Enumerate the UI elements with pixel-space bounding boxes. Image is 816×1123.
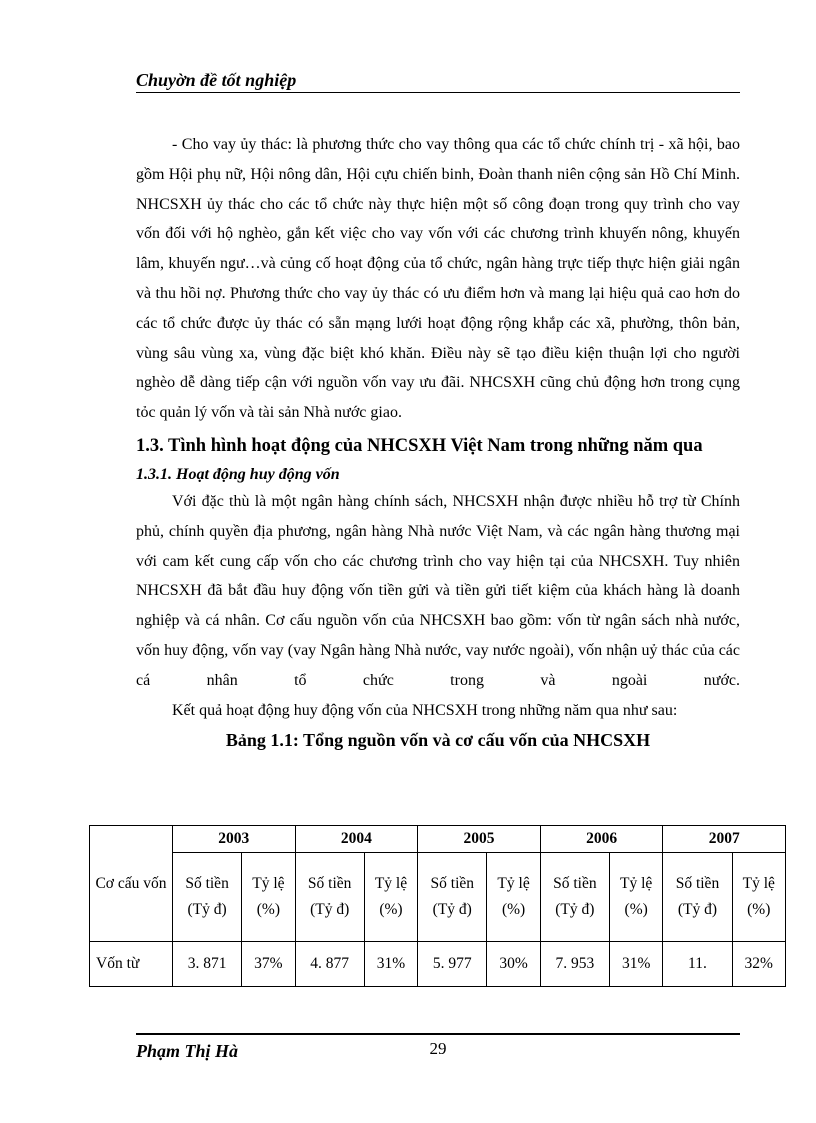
table-cell: 37% [242, 942, 295, 987]
table-cell: 30% [487, 942, 540, 987]
ratio-header: Tỷ lệ (%) [487, 853, 540, 942]
table-cell: 32% [732, 942, 785, 987]
paragraph-huy-dong [136, 487, 740, 725]
page-body [136, 130, 740, 753]
amount-header: Số tiền (Tỷ đ) [540, 853, 609, 942]
table-cell: 4. 877 [295, 942, 364, 987]
year-header: 2004 [295, 826, 418, 853]
ratio-header: Tỷ lệ (%) [364, 853, 417, 942]
row-header-cell: Cơ cấu vốn [90, 826, 173, 942]
amount-header: Số tiền (Tỷ đ) [663, 853, 732, 942]
paragraph-intro-table: Kết quả hoạt động huy động vốn của NHCSXH trong những năm qua như sau: [172, 701, 678, 719]
table-cell: 7. 953 [540, 942, 609, 987]
year-header: 2003 [173, 826, 296, 853]
page-header [136, 68, 740, 93]
paragraph-uy-thac [136, 130, 740, 428]
paragraph-text: Với đặc thù là một ngân hàng chính sách, NHCSXH nhận được nhiều hỗ trợ từ Chính phủ, chính quyền địa phương, ngân hàng Nhà nước Việt Nam, và các ngân hàng thương mại với cam kết cung cấp vốn cho các chương trình cho vay hiện tại của NHCSXH. Tuy nhiên NHCSXH đã bắt đầu huy động vốn tiền gửi và tiền gửi tiết kiệm của khách hàng là doanh nghiệp và cá nhân. Cơ cấu nguồn vốn của NHCSXH bao gồm: vốn từ ngân sách nhà nước, vốn huy động, vốn vay (vay Ngân hàng Nhà nước, vay nước ngoài), vốn nhận uỷ thác của các cá nhân tổ chức trong và ngoài nước. [136, 492, 740, 689]
table-header-row [90, 826, 786, 853]
ratio-header: Tỷ lệ (%) [609, 853, 662, 942]
table-cell: 5. 977 [418, 942, 487, 987]
year-header: 2006 [540, 826, 663, 853]
year-header: 2007 [663, 826, 786, 853]
row-label: Vốn từ [90, 942, 173, 987]
table-cell: 11. [663, 942, 732, 987]
header-title: Chuyờn đề tốt nghiệp [136, 70, 297, 90]
table-row [90, 942, 786, 987]
amount-header: Số tiền (Tỷ đ) [173, 853, 242, 942]
page-number: 29 [429, 1039, 447, 1058]
page-footer [136, 1033, 740, 1061]
ratio-header: Tỷ lệ (%) [732, 853, 785, 942]
year-header: 2005 [418, 826, 541, 853]
paragraph-text: - Cho vay ủy thác: là phương thức cho vay thông qua các tổ chức chính trị - xã hội, bao gồm Hội phụ nữ, Hội nông dân, Hội cựu chiến binh, Đoàn thanh niên cộng sản Hồ Chí Minh. NHCSXH ủy thác cho các tổ chức này thực hiện một số công đoạn trong quy trình cho vay vốn đối với hộ nghèo, gắn kết việc cho vay vốn với các chương trình khuyến nông, khuyến lâm, khuyến ngư…và củng cố hoạt động của tổ chức, ngân hàng trực tiếp thực hiện giải ngân và thu hồi nợ. Phương thức cho vay ủy thác có ưu điểm hơn và mang lại hiệu quả cao hơn do các tổ chức được ủy thác có sẵn mạng lưới hoạt động rộng khắp các xã, phường, thôn bản, vùng sâu vùng xa, vùng đặc biệt khó khăn. Điều này sẽ tạo điều kiện thuận lợi cho người nghèo dễ dàng tiếp cận với nguồn vốn vay ưu đãi. NHCSXH cũng chủ động hơn trong cụng tỏc quản lý vốn và tài sản Nhà nước giao. [136, 136, 740, 422]
table-cell: 31% [609, 942, 662, 987]
capital-structure-table [89, 825, 786, 987]
table-cell: 3. 871 [173, 942, 242, 987]
table-caption: Bảng 1.1: Tổng nguồn vốn và cơ cấu vốn của NHCSXH [225, 730, 651, 751]
section-heading: 1.3. Tình hình hoạt động của NHCSXH Việt Nam trong những năm qua [136, 435, 703, 456]
table-subheader-row [90, 853, 786, 942]
footer-author: Phạm Thị Hà [136, 1041, 239, 1061]
ratio-header: Tỷ lệ (%) [242, 853, 295, 942]
amount-header: Số tiền (Tỷ đ) [418, 853, 487, 942]
amount-header: Số tiền (Tỷ đ) [295, 853, 364, 942]
subsection-heading: 1.3.1. Hoạt động huy động vốn [136, 465, 340, 483]
table-cell: 31% [364, 942, 417, 987]
